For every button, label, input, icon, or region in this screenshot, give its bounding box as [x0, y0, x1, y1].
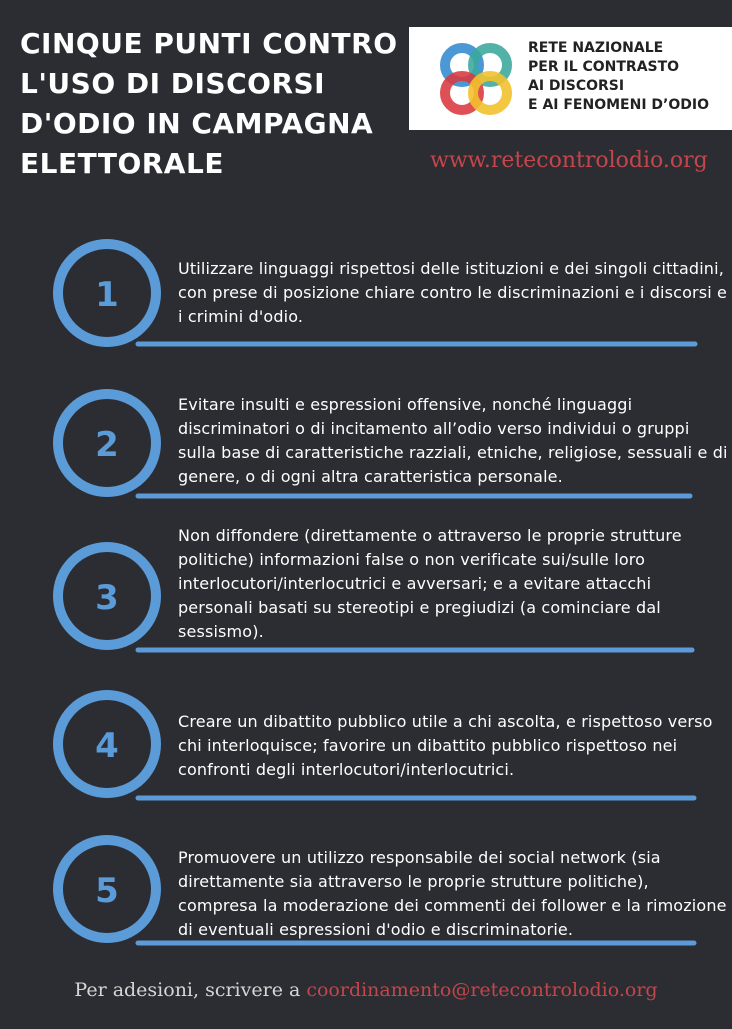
- point-text: Creare un dibattito pubblico utile a chi ascolta, e rispettoso verso chi interloquisce; favorire un dibattito pubblico rispettoso nei confronti degli interlocutori/interlocutrici.: [178, 712, 713, 779]
- email-link[interactable]: coordinamento@retecontrolodio.org: [306, 979, 658, 1001]
- logo-text: [528, 39, 728, 115]
- logo-line: RETE NAZIONALE: [528, 40, 664, 56]
- point-number: 4: [95, 726, 119, 766]
- point-number: 3: [95, 578, 119, 618]
- point-number: 2: [95, 425, 119, 465]
- page-title: CINQUE PUNTI CONTRO L'USO DI DISCORSI D'ODIO IN CAMPAGNA ELETTORALE: [20, 27, 398, 180]
- logo-line: E AI FENOMENI D’ODIO: [528, 97, 709, 113]
- logo: [409, 27, 732, 130]
- point-5: [0, 834, 732, 949]
- website-link[interactable]: www.retecontrolodio.org: [430, 148, 708, 173]
- logo-line: AI DISCORSI: [528, 78, 625, 94]
- point-1: [0, 236, 732, 351]
- footer: [0, 979, 732, 1001]
- logo-line: PER IL CONTRASTO: [528, 59, 680, 75]
- point-3: [0, 526, 732, 657]
- point-number: 5: [95, 871, 119, 911]
- point-number: 1: [95, 275, 119, 315]
- footer-prefix: Per adesioni, scrivere a: [74, 979, 307, 1001]
- point-text: Evitare insulti e espressioni offensive, nonché linguaggi discriminatori o di incitamento all’odio verso individui o gruppi sulla base di caratteristiche razziali, etniche, religiose, sessuali e di genere, o di ogni altra caratteristica personale.: [178, 395, 728, 486]
- point-text: Promuovere un utilizzo responsabile dei social network (sia direttamente sia attraverso le proprie strutture politiche), compresa la moderazione dei commenti dei follower e la rimozione di eventuali espressioni d'odio e discriminatorie.: [178, 848, 727, 939]
- point-text: Utilizzare linguaggi rispettosi delle istituzioni e dei singoli cittadini, con prese di posizione chiare contro le discriminazioni e i discorsi e i crimini d'odio.: [178, 259, 728, 326]
- point-4: [0, 689, 732, 804]
- logo-icon: [439, 42, 513, 116]
- point-2: [0, 386, 732, 501]
- point-text: Non diffondere (direttamente o attraverso le proprie strutture politiche) informazioni false o non verificate sui/sulle loro interlocutori/interlocutrici e avversari; e a evitare attacchi personali basati su stereotipi e pregiudizi (a cominciare dal sessismo).: [178, 526, 682, 641]
